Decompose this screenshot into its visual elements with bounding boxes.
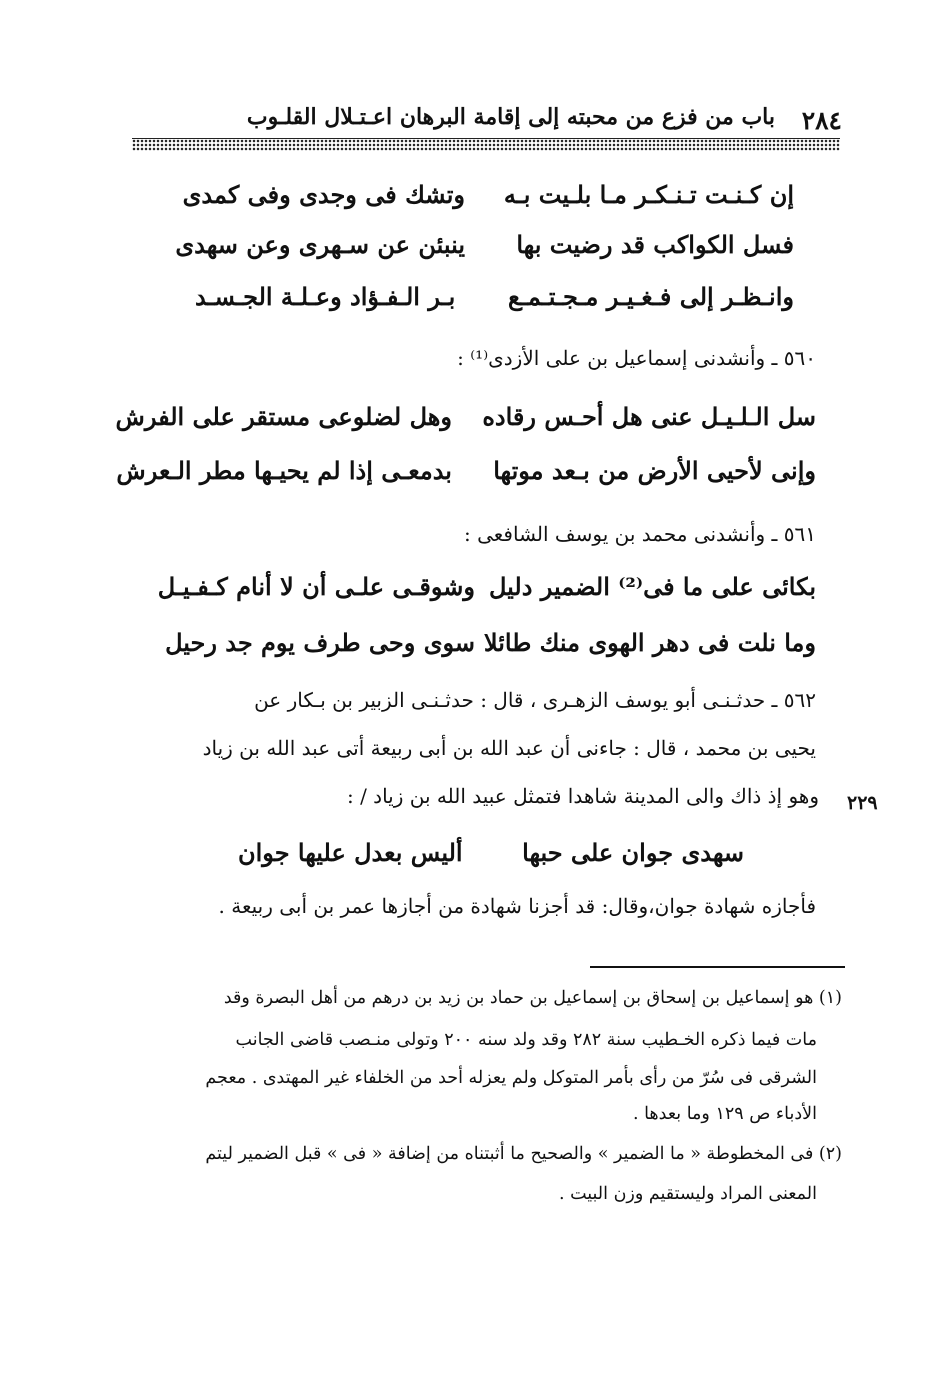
running-title: باب من فزع من محبته إلى إقامة البرهان اعـتـلال القلـوب: [246, 104, 775, 130]
verse-1-first-hemistich: إن كـنـت تـنـكـر مـا بلـيت بـه: [503, 180, 794, 209]
item-562-line-1: ٥٦٢ ـ حدثـنـى أبو يوسف الزهـرى ، قال : حدثـنـى الزبير بن بـكار عن: [254, 688, 816, 712]
item-561-verse-1-second-hemistich: وشوقـى علـى أن لا أنام كـفـيـل: [157, 572, 475, 601]
margin-folio-number: ٢٢٩: [847, 792, 878, 814]
item-561-verse-1-first-hemistich: بكائى على ما فى⁽²⁾ الضمير دليل: [488, 572, 816, 601]
item-562-verse-second-hemistich: أليس بعدل عليها جوان: [238, 838, 463, 867]
item-562-line-2: يحيى بن محمد ، قال : جاءنى أن عبد الله بن أبى ربيعة أتى عبد الله بن زياد: [202, 736, 816, 760]
item-562-verse-first-hemistich: سهدى جوان على حبها: [522, 838, 744, 867]
item-560-verse-1-second-hemistich: وهل لضلوعى مستقر على الفرش: [115, 402, 452, 431]
verse-2-second-hemistich: ينبئن عن سـهرى وعن سهدى: [175, 230, 465, 259]
verse-2-first-hemistich: فسل الكواكب قد رضيت بها: [516, 230, 794, 259]
verse-3-second-hemistich: بـر الـفـؤاد وعـلـة الجـسـد: [195, 282, 456, 311]
footnote-1-line-4: الأدباء ص ١٢٩ وما بعدها .: [632, 1104, 817, 1124]
item-560-verse-2-first-hemistich: وإنى لأحيى الأرض من بـعد موتها: [493, 456, 816, 485]
verse-1-second-hemistich: وتشك فى وجدى وفى كمدى: [182, 180, 465, 209]
item-562-line-3: وهو إذ ذاك والى المدينة شاهدا فتمثل عبيد الله بن زياد / :: [346, 784, 819, 808]
item-560-intro: ٥٦٠ ـ وأنشدنى إسماعيل بن على الأزدى⁽¹⁾ :: [457, 346, 816, 370]
footnote-1-line-1: (١) هو إسماعيل بن إسحاق بن إسماعيل بن حماد بن زيد بن درهم من أهل البصرة وقد: [223, 988, 842, 1008]
header-ornamental-rule: [132, 138, 840, 151]
footnote-1-line-3: الشرقى فى سُرّ من رأى بأمر المتوكل ولم يعزله أحد من الخلفاء غير المهتدى . معجم: [205, 1068, 817, 1088]
item-561-verse-2-second-hemistich: سوى وحى طرف يوم جد رحيل: [165, 628, 475, 657]
item-562-closing: فأجازه شهادة جوان،وقال: قد أجزنا شهادة من أجازها عمر بن أبى ربيعة .: [218, 894, 816, 918]
footnote-2-line-2: المعنى المراد وليستقيم وزن البيت .: [558, 1184, 817, 1204]
verse-3-first-hemistich: وانـظـر إلى فـغـيـر مـجـتـمـع: [508, 282, 794, 311]
item-560-verse-2-second-hemistich: بدمعـى إذا لم يحيـها مطر الـعرش: [116, 456, 452, 485]
footnote-1-line-2: مات فيما ذكره الخـطيب سنة ٢٨٢ وقد ولد سنه ٢٠٠ وتولى منـصب قاضى الجانب: [235, 1030, 817, 1050]
page-number: ٢٨٤: [801, 106, 842, 135]
footnote-separator: [590, 966, 845, 968]
item-560-verse-1-first-hemistich: سل الـلـيـل عنى هل أحـس رقاده: [482, 402, 816, 431]
footnote-2-line-1: (٢) فى المخطوطة « ما الضمير » والصحيح ما أثبتناه من إضافة « فى » قبل الضمير ليتم: [205, 1144, 842, 1164]
item-561-intro: ٥٦١ ـ وأنشدنى محمد بن يوسف الشافعى :: [464, 522, 816, 546]
item-561-verse-2-first-hemistich: وما نلت فى دهر الهوى منك طائلا: [483, 628, 816, 657]
